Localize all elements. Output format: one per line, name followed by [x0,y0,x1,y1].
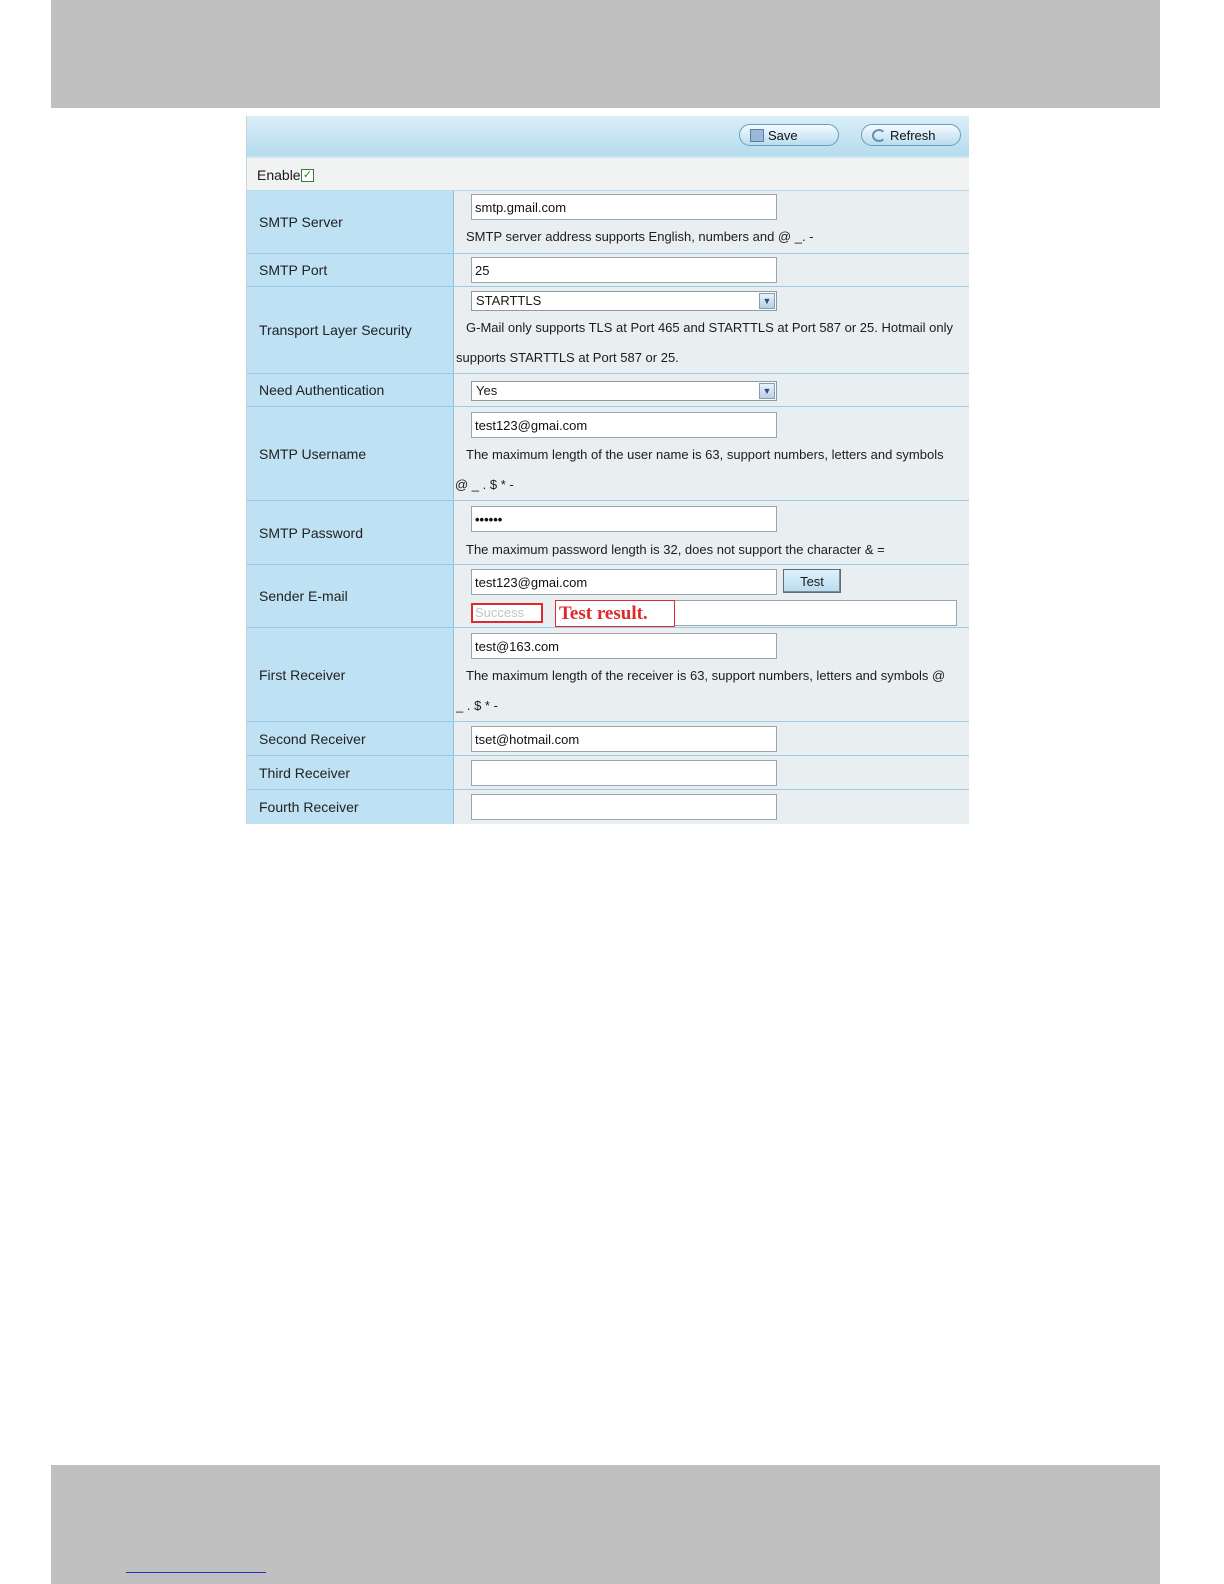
tls-cell [455,287,969,373]
enable-checkbox[interactable]: ✓ [302,169,313,181]
password-input[interactable] [471,506,777,532]
fourth-receiver-row [247,790,969,824]
page-footer-band [51,1465,1160,1584]
third-receiver-cell [455,756,969,789]
test-result-callout: Test result. [555,600,675,627]
first-receiver-input[interactable] [471,633,777,659]
username-hint-line1: The maximum length of the user name is 63, support numbers, letters and symbols [466,447,944,462]
chevron-down-icon: ▼ [759,293,775,309]
toolbar [247,116,969,158]
auth-selected: Yes [476,383,498,398]
refresh-label: Refresh [890,127,936,143]
refresh-icon [872,129,886,142]
smtp-port-input[interactable] [471,257,777,283]
second-receiver-input[interactable] [471,726,777,752]
sender-row [247,565,969,628]
footer-link-underline[interactable] [126,1572,266,1573]
password-label: SMTP Password [247,501,454,564]
page-header-band [51,0,1160,108]
save-icon [750,129,764,142]
first-receiver-label: First Receiver [247,628,454,721]
second-receiver-row [247,722,969,756]
third-receiver-row [247,756,969,790]
third-receiver-input[interactable] [471,760,777,786]
sender-cell [455,565,969,627]
password-hint: The maximum password length is 32, does not support the character & = [466,542,885,557]
username-label: SMTP Username [247,407,454,500]
fourth-receiver-label: Fourth Receiver [247,790,454,824]
third-receiver-label: Third Receiver [247,756,454,789]
username-hint-line2: @ _ . $ * - [455,477,514,492]
smtp-server-cell [455,191,969,253]
smtp-server-hint: SMTP server address supports English, numbers and @ _. - [466,229,814,244]
smtp-server-row [247,191,969,254]
auth-row [247,374,969,407]
refresh-button[interactable] [861,124,961,146]
auth-label: Need Authentication [247,374,454,406]
mail-settings-panel [246,116,969,824]
smtp-port-label: SMTP Port [247,254,454,286]
sender-input[interactable] [471,569,777,595]
enable-label: Enable [257,167,301,183]
second-receiver-label: Second Receiver [247,722,454,755]
password-cell [455,501,969,564]
tls-row [247,287,969,374]
save-label: Save [768,127,798,143]
fourth-receiver-cell [455,790,969,824]
chevron-down-icon: ▼ [759,383,775,399]
first-receiver-row [247,628,969,722]
enable-row [247,158,969,191]
tls-hint-line1: G-Mail only supports TLS at Port 465 and STARTTLS at Port 587 or 25. Hotmail only [466,320,954,335]
first-receiver-cell [455,628,969,721]
auth-cell [455,374,969,406]
test-status: Success [471,603,543,623]
tls-selected: STARTTLS [476,293,542,308]
smtp-server-label: SMTP Server [247,191,454,253]
username-input[interactable] [471,412,777,438]
tls-select[interactable] [471,291,777,311]
sender-label: Sender E-mail [247,565,454,627]
auth-select[interactable] [471,381,777,401]
save-button[interactable] [739,124,839,146]
password-row [247,501,969,565]
second-receiver-cell [455,722,969,755]
smtp-port-cell [455,254,969,286]
tls-label: Transport Layer Security [247,287,454,373]
username-cell [455,407,969,500]
first-receiver-hint-line2: _ . $ * - [456,698,498,713]
username-row [247,407,969,501]
first-receiver-hint-line1: The maximum length of the receiver is 63, support numbers, letters and symbols @ [466,668,946,683]
fourth-receiver-input[interactable] [471,794,777,820]
smtp-port-row [247,254,969,287]
smtp-server-input[interactable] [471,194,777,220]
tls-hint-line2: supports STARTTLS at Port 587 or 25. [456,350,679,365]
test-button[interactable]: Test [783,569,841,593]
